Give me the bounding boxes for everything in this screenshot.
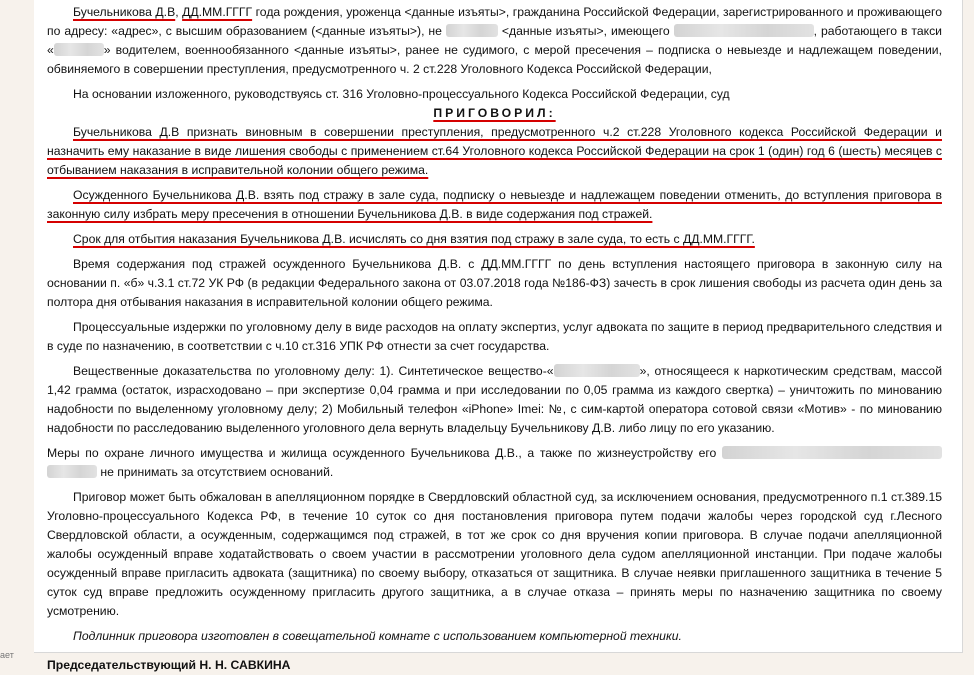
appeal-paragraph: Приговор может быть обжалован в апелляционном порядке в Свердловский областной суд, за исключением основания, предусмотренного п.1 ст.389.15 Уголовно-процессуального Кодекса РФ, в течение 10 суток со дня постановления приговора путем подачи жалобы через городской суд г.Лесного Свердловской области, а осужденным, содержащимся под стражей, в тот же срок со дня вручения копии приговора. В случае подачи апелляционной жалобы осужденный вправе ходатайствовать о своем участии в рассмотрении уголовного дела судом апелляционной инстанции. При подаче жалобы осужденный вправе пригласить адвоката (защитника) по своему выбору, отказаться от защитника. В случае неявки приглашенного защитника в течение 5 суток суд вправе предложить осужденному пригласить другого защитника, а в случае отказа – принять меры по назначению защитника по своему усмотрению.: [47, 490, 942, 618]
property-paragraph: Меры по охране личного имущества и жилища осужденного Бучельникова Д.В., а также по жизнеустройству его не принимать за отсутствием оснований.: [47, 444, 942, 482]
detention-time-paragraph: Время содержания под стражей осужденного Бучельникова Д.В. с ДД.ММ.ГГГГ по день вступления настоящего приговора в законную силу на основании п. «б» ч.3.1 ст.72 УК РФ (в редакции Федерального закона от 03.07.2018 года №186-ФЗ) зачесть в срок лишения свободы из расчета один день за полтора дня отбывания наказания в исправительной колонии общего режима.: [47, 257, 942, 309]
redacted-text: [674, 24, 814, 37]
redacted-text: [722, 446, 942, 459]
term-paragraph: Срок для отбытия наказания Бучельникова Д.В. исчислять со дня взятия под стражу в зале суда, то есть с ДД.ММ.ГГГГ.: [73, 232, 755, 246]
redacted-text: [47, 465, 97, 478]
evidence-paragraph: Вещественные доказательства по уголовному делу: 1). Синтетическое вещество-« », относящееся к наркотическим средствам, массой 1,42 грамма (остаток, израсходовано – при экспертизе 0,04 грамма и при исследовании по 0,05 грамма из каждого свертка) – уничтожить по минованию надобности по выделенному уголовному делу; 2) Мобильный телефон «iPhone» Imei: №, с сим-картой оператора сотовой связи «Мотив» - по минованию надобности по расследованию выделенного уголовного дела вернуть владельцу Бучельникову Д.В. либо лицу по его указанию.: [47, 364, 943, 435]
verdict-document: [47, 3, 942, 675]
birth-date: ДД.ММ.ГГГГ: [182, 5, 253, 19]
costs-paragraph: Процессуальные издержки по уголовному делу в виде расходов на оплату экспертиз, услуг адвоката по защите в период предварительного следствия и в суде по назначению, в соответствии с ч.10 ст.316 УПК РФ отнести за счет государства.: [47, 320, 942, 353]
original-note: Подлинник приговора изготовлен в совещательной комнате с использованием компьютерной техники.: [73, 629, 682, 643]
custody-paragraph: Осужденного Бучельникова Д.В. взять под стражу в зале суда, подписку о невыезде и надлежащем поведении отменить, до вступления приговора в законную силу избрать меру пресечения в отношении Бучельникова Д.В. в виде содержания под стражей.: [47, 188, 942, 221]
verdict-heading: ПРИГОВОРИЛ:: [433, 106, 556, 120]
basis-paragraph: На основании изложенного, руководствуясь ст. 316 Уголовно-процессуального Кодекса Российской Федерации, суд: [73, 87, 730, 101]
side-fragment: ает: [0, 650, 14, 660]
document-page: [34, 0, 963, 672]
defendant-paragraph: Бучельникова Д.В, ДД.ММ.ГГГГ года рождения, уроженца <данные изъяты>, гражданина Российской Федерации, зарегистрированного и проживающего по адресу: «адрес», с высшим образованием (<данные изъяты>), не <данные изъяты>, имеющего , работающего в такси « » водителем, военнообязанного <данные изъяты>, ранее не судимого, с мерой пресечения – подписка о невыезде и надлежащем поведении, обвиняемого в совершении преступления, предусмотренного ч. 2 ст.228 Уголовного Кодекса Российской Федерации,: [47, 5, 942, 76]
sentence-paragraph: Бучельникова Д.В признать виновным в совершении преступления, предусмотренного ч.2 ст.228 Уголовного кодекса Российской Федерации и назначить ему наказание в виде лишения свободы с применением ст.64 Уголовного кодекса Российской Федерации на срок 1 (один) год 6 (шесть) месяцев с отбыванием наказания в исправительной колонии общего режима.: [47, 125, 942, 177]
presiding-judge-signature: Председательствующий Н. Н. САВКИНА: [47, 658, 291, 672]
redacted-text: [446, 24, 498, 37]
redacted-text: [54, 43, 104, 56]
defendant-name: Бучельникова Д.В: [73, 5, 176, 19]
redacted-text: [554, 364, 640, 377]
